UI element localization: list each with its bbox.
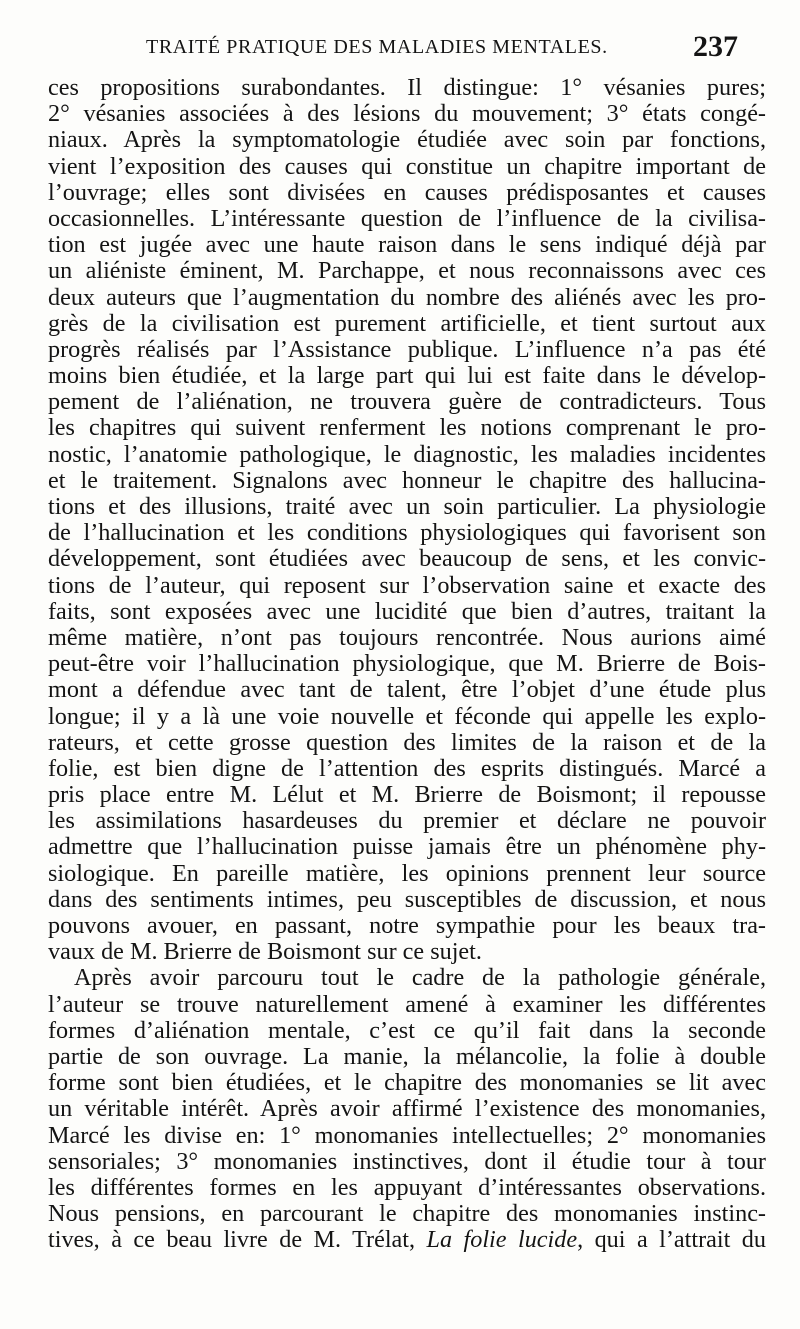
text-line-final xyxy=(48,1227,766,1253)
text-line: et le traitement. Signalons avec honneur le chapitre des hallucina- xyxy=(48,466,766,494)
text-line: dans des sentiments intimes, peu susceptibles de discussion, et nous xyxy=(48,885,766,913)
text-line: rateurs, et cette grosse question des limites de la raison et de la xyxy=(48,728,766,756)
paragraph-second-part xyxy=(48,965,766,1253)
text-line: partie de son ouvrage. La manie, la mélancolie, la folie à double xyxy=(48,1042,766,1070)
text-line: formes d’aliénation mentale, c’est ce qu’il fait dans la seconde xyxy=(48,1016,766,1044)
text-line: vaux de M. Brierre de Boismont sur ce sujet. xyxy=(48,938,482,966)
book-title-italic: La folie lucide xyxy=(426,1226,578,1254)
text-line: les différentes formes en les appuyant d’intéressantes observations. xyxy=(48,1173,766,1201)
text-line: Après avoir parcouru tout le cadre de la pathologie générale, xyxy=(74,964,766,992)
text-segment: tives, à ce beau livre de M. Trélat, xyxy=(48,1226,416,1254)
text-line: deux auteurs que l’augmentation du nombre des aliénés avec les pro- xyxy=(48,283,766,311)
text-line: de l’hallucination et les conditions physiologiques qui favorisent son xyxy=(48,519,766,547)
text-line: sensoriales; 3° monomanies instinctives, dont il étudie tour à tour xyxy=(48,1147,766,1175)
text-line: mont a défendue avec tant de talent, être l’objet d’une étude plus xyxy=(48,676,766,704)
text-line: peut-être voir l’hallucination physiologique, que M. Brierre de Bois- xyxy=(48,650,766,678)
text-line: l’auteur se trouve naturellement amené à examiner les différentes xyxy=(48,990,766,1018)
text-line: siologique. En pareille matière, les opinions prennent leur source xyxy=(48,859,766,887)
text-line: un véritable intérêt. Après avoir affirmé l’existence des monomanies, xyxy=(48,1095,766,1123)
text-line: admettre que l’hallucination puisse jamais être un phénomène phy- xyxy=(48,833,766,861)
page-number: 237 xyxy=(693,30,738,63)
text-line: les assimilations hasardeuses du premier et déclare ne pouvoir xyxy=(48,807,766,835)
text-line: même matière, n’ont pas toujours rencontrée. Nous aurions aimé xyxy=(48,623,766,651)
text-line: Marcé les divise en: 1° monomanies intellectuelles; 2° monomanies xyxy=(48,1121,766,1149)
running-title: TRAITÉ PRATIQUE DES MALADIES MENTALES. xyxy=(146,36,608,58)
text-line: faits, sont exposées avec une lucidité que bien d’autres, traitant la xyxy=(48,597,766,625)
paragraph-continuation xyxy=(48,75,766,965)
running-header xyxy=(48,30,738,66)
text-line: les chapitres qui suivent renferment les notions comprenant le pro- xyxy=(48,414,766,442)
text-line: vient l’exposition des causes qui constitue un chapitre important de xyxy=(48,152,766,180)
text-line: nostic, l’anatomie pathologique, le diagnostic, les maladies incidentes xyxy=(48,440,766,468)
text-line: occasionnelles. L’intéressante question de l’influence de la civilisa- xyxy=(48,204,766,232)
text-line: longue; il y a là une voie nouvelle et féconde qui appelle les explo- xyxy=(48,702,766,730)
text-line: développement, sont étudiées avec beaucoup de sens, et les convic- xyxy=(48,545,766,573)
text-line: pris place entre M. Lélut et M. Brierre de Boismont; il repousse xyxy=(48,781,766,809)
text-line: Nous pensions, en parcourant le chapitre des monomanies instinc- xyxy=(48,1200,766,1228)
text-line: forme sont bien étudiées, et le chapitre des monomanies se lit avec xyxy=(48,1069,766,1097)
text-line: moins bien étudiée, et la large part qui lui est faite dans le dévelop- xyxy=(48,362,766,390)
text-line: niaux. Après la symptomatologie étudiée avec soin par fonctions, xyxy=(48,126,766,154)
text-segment: , qui a l’attrait du xyxy=(577,1226,766,1254)
text-line: un aliéniste éminent, M. Parchappe, et nous reconnaissons avec ces xyxy=(48,257,766,285)
text-line: tion est jugée avec une haute raison dans le sens indiqué déjà par xyxy=(48,231,766,259)
text-line: tions et des illusions, traité avec un soin particulier. La physiologie xyxy=(48,493,766,520)
text-line: progrès réalisés par l’Assistance publique. L’influence n’a pas été xyxy=(48,335,766,363)
text-line: 2° vésanies associées à des lésions du mouvement; 3° états congé- xyxy=(48,100,766,128)
text-line: pement de l’aliénation, ne trouvera guère de contradicteurs. Tous xyxy=(48,388,766,416)
text-line: ces propositions surabondantes. Il distingue: 1° vésanies pures; xyxy=(48,74,766,101)
body-text xyxy=(48,75,766,1253)
text-line: tions de l’auteur, qui reposent sur l’observation saine et exacte des xyxy=(48,571,766,599)
text-line: folie, est bien digne de l’attention des esprits distingués. Marcé a xyxy=(48,754,766,782)
text-line: pouvons avouer, en passant, notre sympathie pour les beaux tra- xyxy=(48,912,766,939)
text-line: grès de la civilisation est purement artificielle, et tient surtout aux xyxy=(48,309,766,337)
text-line: l’ouvrage; elles sont divisées en causes prédisposantes et causes xyxy=(48,178,766,206)
